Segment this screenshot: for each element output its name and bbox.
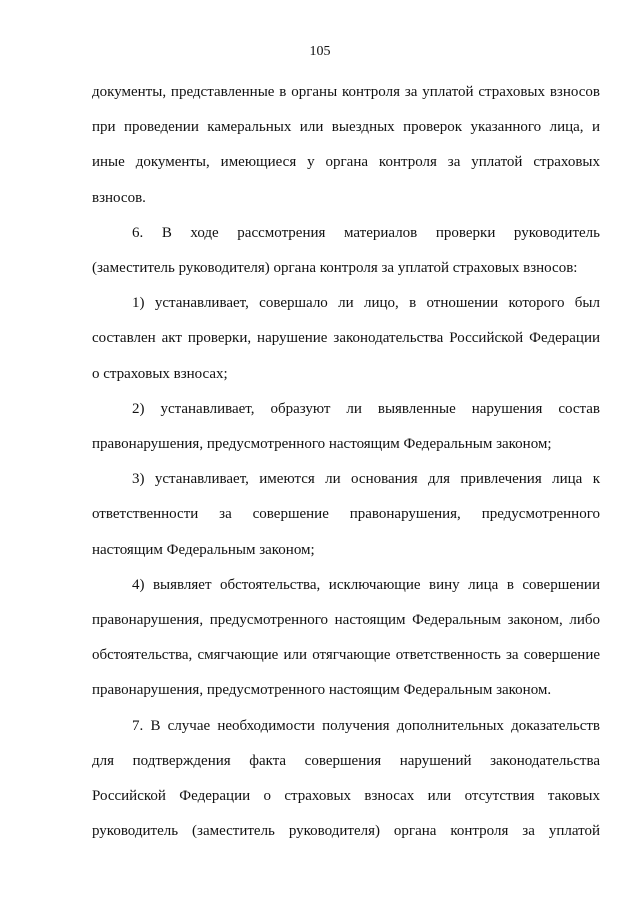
text-line: документы, представленные в органы контроля за уплатой страховых взносов <box>92 84 600 100</box>
text-line: о страховых взносах; <box>92 365 228 382</box>
text-line: 4) выявляет обстоятельства, исключающие вину лица в совершении <box>132 576 600 593</box>
text-line: иные документы, имеющиеся у органа контроля за уплатой страховых <box>92 154 600 171</box>
text-line: правонарушения, предусмотренного настоящим Федеральным законом; <box>92 436 552 452</box>
page-number: 105 <box>309 44 331 59</box>
text-line: правонарушения, предусмотренного настоящим Федеральным законом. <box>92 682 552 699</box>
text-line: Российской Федерации о страховых взносах или отсутствия таковых <box>92 788 600 804</box>
text-line: составлен акт проверки, нарушение законодательства Российской Федерации <box>92 330 600 347</box>
text-line: 2) устанавливает, образуют ли выявленные нарушения состав <box>132 400 600 417</box>
text-line: 6. В ходе рассмотрения материалов проверки руководитель <box>132 224 600 241</box>
text-line: правонарушения, предусмотренного настоящим Федеральным законом, либо <box>92 612 600 628</box>
text-line: 1) устанавливает, совершало ли лицо, в отношении которого был <box>132 295 600 312</box>
text-line: обстоятельства, смягчающие или отягчающие ответственность за совершение <box>92 647 600 664</box>
text-line: ответственности за совершение правонарушения, предусмотренного <box>92 506 600 523</box>
text-line: взносов. <box>92 189 146 206</box>
text-line: при проведении камеральных или выездных проверок указанного лица, и <box>92 119 600 136</box>
text-line: для подтверждения факта совершения нарушений законодательства <box>92 752 600 769</box>
text-line: руководитель (заместитель руководителя) органа контроля за уплатой <box>92 823 600 840</box>
text-line: 7. В случае необходимости получения дополнительных доказательств <box>132 717 600 734</box>
text-line: настоящим Федеральным законом; <box>92 541 315 558</box>
text-line: 3) устанавливает, имеются ли основания для привлечения лица к <box>132 471 600 488</box>
text-line: (заместитель руководителя) органа контроля за уплатой страховых взносов: <box>92 260 578 276</box>
